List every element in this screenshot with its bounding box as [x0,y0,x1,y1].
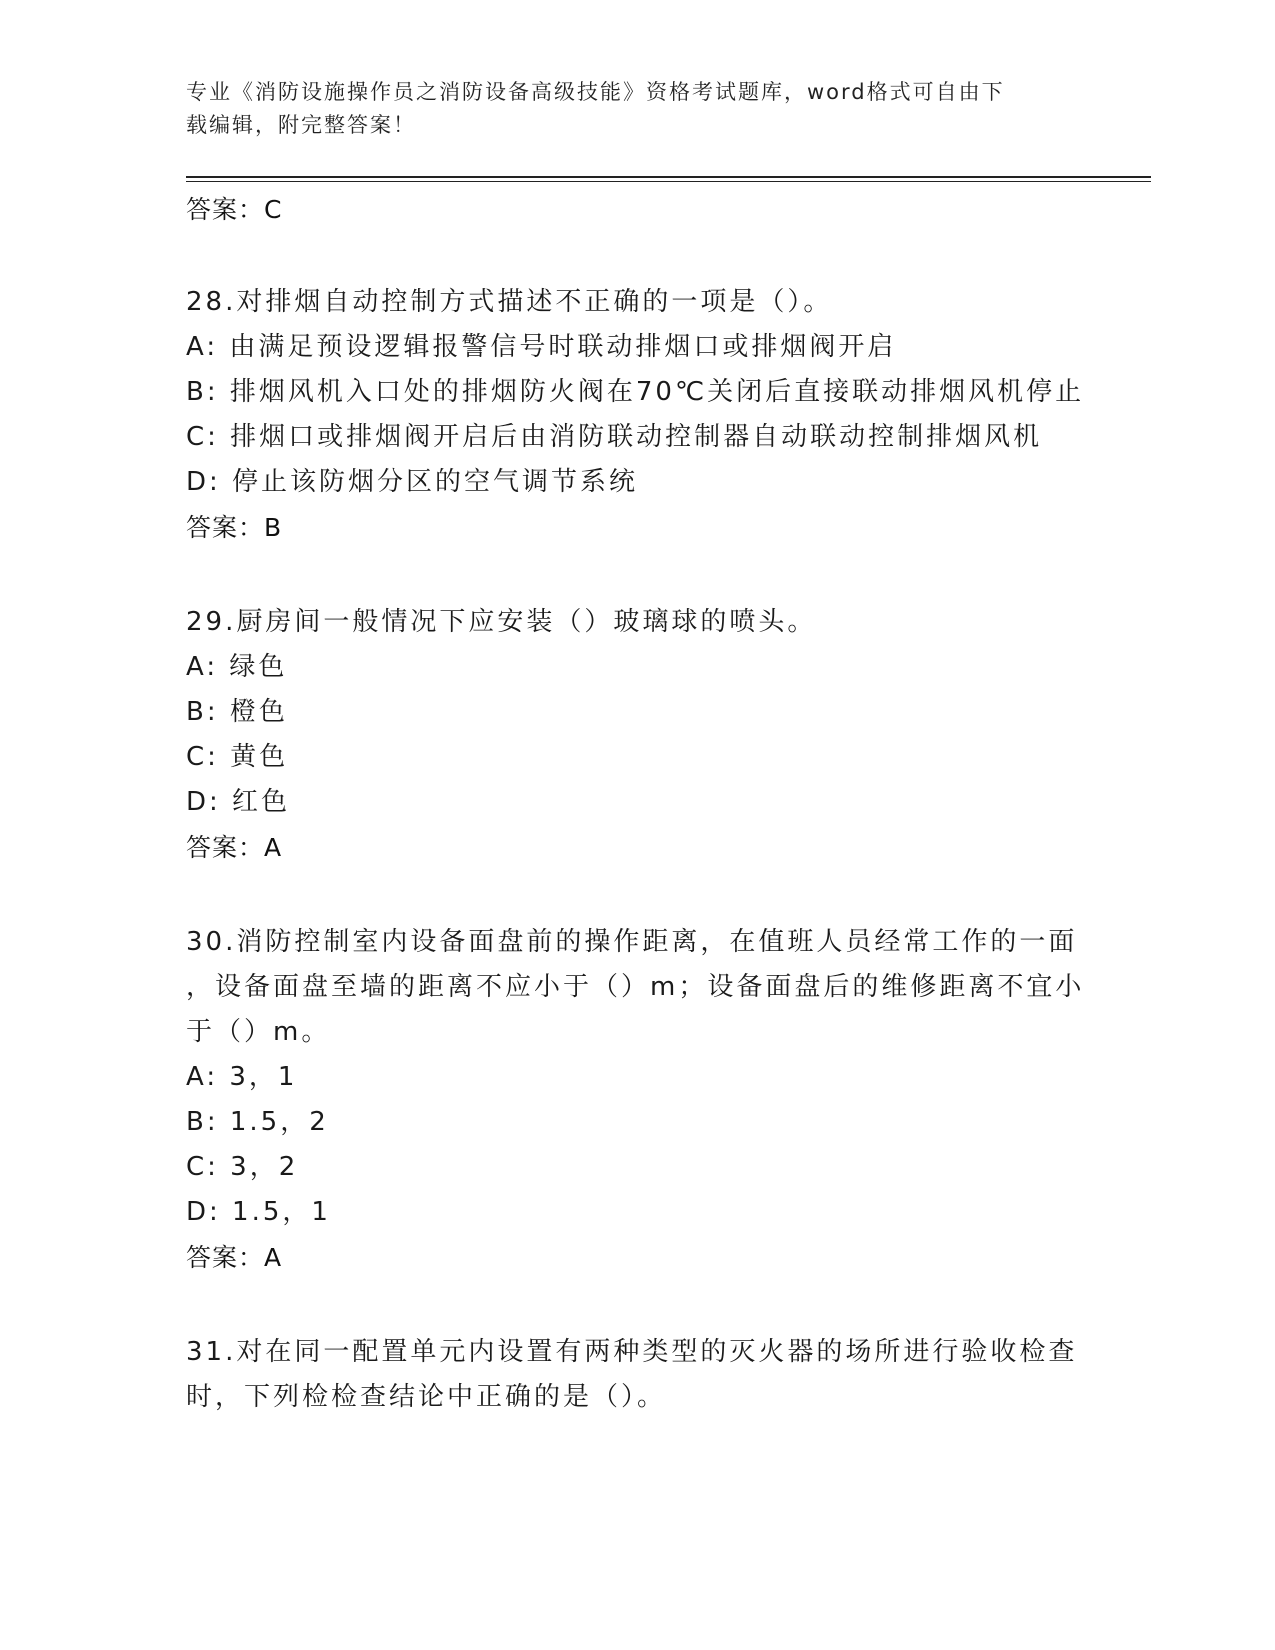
question-stem-line: ，设备面盘至墙的距离不应小于（）m；设备面盘后的维修距离不宜小 [186,972,1085,1002]
header-divider-thin [186,181,1151,182]
question-stem-line: 29.厨房间一般情况下应安装（）玻璃球的喷头。 [186,607,817,637]
question-stem-line: 时，下列检检查结论中正确的是（）。 [186,1382,667,1412]
option-b: B: 橙色 [186,697,288,727]
option-c: C: 3，2 [186,1152,299,1182]
question-stem-line: 于（）m。 [186,1017,331,1047]
answer-line: 答案：B [186,513,283,542]
header-line-1: 专业《消防设施操作员之消防设备高级技能》资格考试题库，word格式可自由下 [186,80,1005,104]
previous-answer: 答案：C [186,195,283,224]
question-stem-line: 28.对排烟自动控制方式描述不正确的一项是（）。 [186,287,833,317]
header-divider-thick [186,176,1151,178]
option-d: D: 红色 [186,787,291,817]
question-list [186,190,1086,1420]
question-stem-line: 31.对在同一配置单元内设置有两种类型的灭火器的场所进行验收检查 [186,1337,1078,1367]
question-30 [186,920,1086,1280]
question-28 [186,280,1086,550]
option-a: A: 3，1 [186,1062,298,1092]
answer-line: 答案：A [186,833,283,862]
option-c: C: 排烟口或排烟阀开启后由消防联动控制器自动联动控制排烟风机 [186,422,1043,452]
document-header [186,76,1066,142]
option-d: D: 停止该防烟分区的空气调节系统 [186,467,639,497]
question-stem-line: 30.消防控制室内设备面盘前的操作距离，在值班人员经常工作的一面 [186,927,1078,957]
question-29 [186,600,1086,870]
answer-line: 答案：A [186,1243,283,1272]
question-31 [186,1330,1086,1420]
option-c: C: 黄色 [186,742,289,772]
header-line-2: 载编辑，附完整答案！ [186,113,416,137]
option-a: A: 绿色 [186,652,288,682]
option-d: D: 1.5，1 [186,1197,331,1227]
option-b: B: 排烟风机入口处的排烟防火阀在70℃关闭后直接联动排烟风机停止 [186,377,1085,407]
option-b: B: 1.5，2 [186,1107,329,1137]
option-a: A: 由满足预设逻辑报警信号时联动排烟口或排烟阀开启 [186,332,897,362]
